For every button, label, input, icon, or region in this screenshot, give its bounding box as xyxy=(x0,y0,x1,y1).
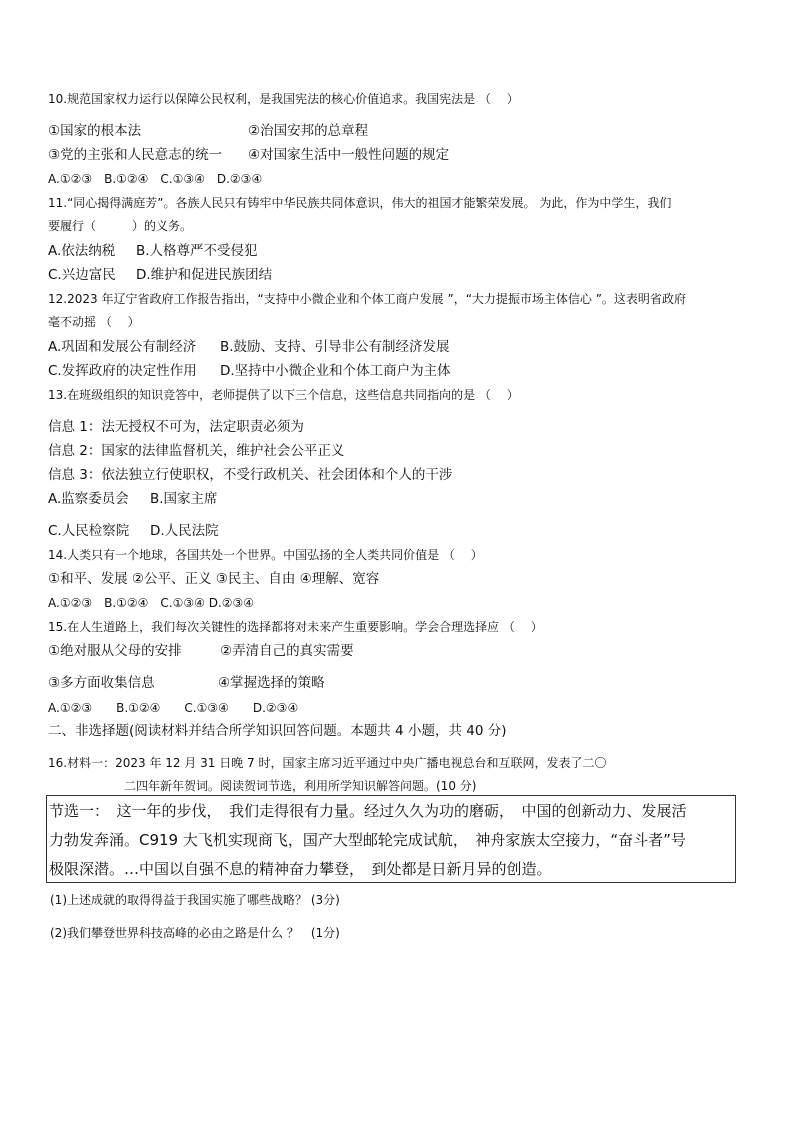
q11-option-c: C.兴边富民 xyxy=(48,267,116,283)
q14-stem: 14.人类只有一个地球，各国共处一个世界。中国弘扬的全人类共同价值是 （ ） xyxy=(48,548,483,562)
q16-excerpt-line-2: 力勃发奔涌。C919 大飞机实现商飞，国产大型邮轮完成试航， 神舟家族太空接力，“奋斗者”号 xyxy=(49,831,686,849)
q10-statement-4: ④对国家生活中一般性问题的规定 xyxy=(248,147,450,163)
q10-options: A.①②③ B.①②④ C.①③④ D.②③④ xyxy=(48,172,263,186)
q12-option-b: B.鼓励、支持、引导非公有制经济发展 xyxy=(220,339,450,355)
q15-stem: 15.在人生道路上，我们每次关键性的选择都将对未来产生重要影响。学会合理选择应 （ ） xyxy=(48,620,543,634)
q13-option-d: D.人民法院 xyxy=(150,523,219,539)
q13-stem: 13.在班级组织的知识竞答中，老师提供了以下三个信息，这些信息共同指向的是 （ ） xyxy=(48,388,519,402)
q16-subquestion-1: (1)上述成就的取得得益于我国实施了哪些战略？ (3分) xyxy=(50,893,340,907)
q15-statement-2: ②弄清自己的真实需要 xyxy=(220,643,354,659)
q13-info-2: 信息 2：国家的法律监督机关，维护社会公平正义 xyxy=(48,443,345,459)
q16-excerpt-line-1: 节选一： 这一年的步伐， 我们走得很有力量。经过久久为功的磨砺， 中国的创新动力、发展活 xyxy=(49,802,687,820)
q11-option-b: B.人格尊严不受侵犯 xyxy=(136,243,258,259)
q14-options: A.①②③ B.①②④ C.①③④ D.②③④ xyxy=(48,596,255,610)
q16-subquestion-2: (2)我们攀登世界科技高峰的必由之路是什么 ？ (1分) xyxy=(50,926,340,940)
section-2-heading: 二、非选择题(阅读材料并结合所学知识回答问题。本题共 4 小题，共 40 分) xyxy=(48,723,507,739)
q12-option-d: D.坚持中小微企业和个体工商户为主体 xyxy=(220,363,451,379)
q13-option-c: C.人民检察院 xyxy=(48,523,130,539)
q15-statement-4: ④掌握选择的策略 xyxy=(218,675,325,691)
q12-option-c: C.发挥政府的决定性作用 xyxy=(48,363,197,379)
q16-excerpt-box xyxy=(46,795,736,883)
q11-stem-line-2: 要履行（ ）的义务。 xyxy=(48,219,193,233)
q13-info-3: 信息 3：依法独立行使职权，不受行政机关、社会团体和个人的干涉 xyxy=(48,467,453,483)
q16-excerpt-line-3: 极限深潜。…中国以自强不息的精神奋力攀登， 到处都是日新月异的创造。 xyxy=(49,860,552,878)
q15-options: A.①②③ B.①②④ C.①③④ D.②③④ xyxy=(48,701,299,715)
q10-stem: 10.规范国家权力运行以保障公民权利，是我国宪法的核心价值追求。我国宪法是 （ ） xyxy=(48,92,519,106)
q10-statement-2: ②治国安邦的总章程 xyxy=(248,123,369,139)
q10-statement-3: ③党的主张和人民意志的统一 xyxy=(48,147,223,163)
q14-items: ①和平、发展 ②公平、正义 ③民主、自由 ④理解、宽容 xyxy=(48,571,380,587)
q11-option-d: D.维护和促进民族团结 xyxy=(136,267,273,283)
q15-statement-3: ③多方面收集信息 xyxy=(48,675,155,691)
q12-option-a: A.巩固和发展公有制经济 xyxy=(48,339,197,355)
q13-option-b: B.国家主席 xyxy=(150,491,218,507)
q10-statement-1: ①国家的根本法 xyxy=(48,123,142,139)
q13-option-a: A.监察委员会 xyxy=(48,491,129,507)
q12-stem-line-1: 12.2023 年辽宁省政府工作报告指出，“支持中小微企业和个体工商户发展 ”，“大力提振市场主体信心 ”。这表明省政府 xyxy=(48,292,686,306)
q11-option-a: A.依法纳税 xyxy=(48,243,116,259)
q13-info-1: 信息 1：法无授权不可为，法定职责必须为 xyxy=(48,419,304,435)
q11-stem-line-1: 11.“同心揭得满庭芳”。各族人民只有铸牢中华民族共同体意识，伟大的祖国才能繁荣发展。 为此，作为中学生，我们 xyxy=(48,196,672,210)
q15-statement-1: ①绝对服从父母的安排 xyxy=(48,643,182,659)
q16-stem-line-1: 16.材料一：2023 年 12 月 31 日晚 7 时，国家主席习近平通过中央广播电视总台和互联网，发表了二〇 xyxy=(48,756,607,770)
q16-stem-line-2: 二四年新年贺词。阅读贺词节选，利用所学知识解答问题。(10 分) xyxy=(124,779,477,793)
q12-stem-line-2: 毫不动摇 （ ） xyxy=(48,315,140,329)
